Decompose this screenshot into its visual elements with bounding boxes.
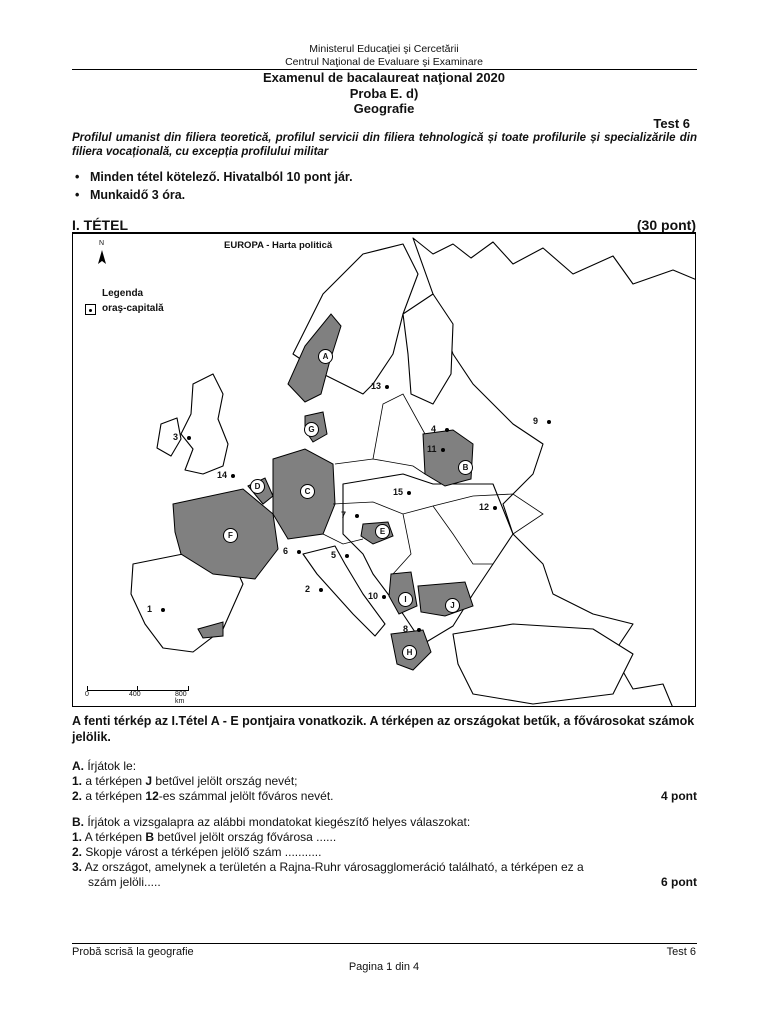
capital-dot-icon (445, 428, 449, 432)
instructions-list (72, 168, 353, 204)
profile-text: Profilul umanist din filiera teoretică, profilul servicii din filiera tehnologică și toate profilurile și specializările din filiera vocațională, cu excepția profilului militar (72, 132, 697, 158)
capital-dot-icon (417, 628, 421, 632)
footer-left: Probă scrisă la geografie (72, 946, 194, 958)
capital-dot-icon (161, 608, 165, 612)
page-number: Pagina 1 din 4 (348, 961, 420, 973)
country-letter-d: D (250, 479, 265, 494)
country-letter-e: E (375, 524, 390, 539)
legend-title: Legenda (102, 288, 144, 299)
part-a (72, 759, 697, 804)
city-number-6: 6 (283, 546, 289, 556)
section-title: I. TÉTEL (72, 217, 128, 233)
country-bulgaria-shape (418, 582, 473, 616)
question-item: 1. A térképen B betűvel jelölt ország fővárosa ...... (72, 830, 337, 844)
city-number-12: 12 (479, 502, 490, 512)
capital-dot-icon (385, 385, 389, 389)
city-number-4: 4 (431, 424, 437, 434)
map-intro: A fenti térkép az I.Tétel A - E pontjaira vonatkozik. A térképen az országokat betűk, a fővárosokat számok jelölik. (72, 714, 695, 744)
country-letter-b: B (458, 460, 473, 475)
country-letter-c: C (300, 484, 315, 499)
footer-divider (72, 943, 697, 944)
map-title: EUROPA - Harta politică (224, 240, 333, 251)
city-number-1: 1 (147, 604, 153, 614)
europe-map (72, 233, 696, 707)
part-b (72, 815, 697, 890)
city-number-14: 14 (217, 470, 228, 480)
ministry-name: Ministerul Educaţiei şi Cercetării (309, 43, 459, 55)
city-number-3: 3 (173, 432, 179, 442)
city-number-2: 2 (305, 584, 311, 594)
scale-label: 800 km (175, 691, 187, 705)
country-letter-f: F (223, 528, 238, 543)
test-number: Test 6 (653, 116, 690, 131)
part-a-label: A. (72, 759, 84, 773)
capital-dot-icon (89, 309, 92, 312)
country-belarus-shape (423, 430, 473, 486)
city-number-9: 9 (533, 416, 539, 426)
capital-dot-icon (345, 554, 349, 558)
part-a-points: 4 pont (661, 789, 697, 803)
question-item: 2. Skopje várost a térképen jelölő szám ........... (72, 845, 322, 859)
north-arrow-icon (98, 250, 106, 264)
city-number-11: 11 (427, 444, 437, 454)
country-letter-g: G (304, 422, 319, 437)
country-letter-j: J (445, 598, 460, 613)
capital-dot-icon (187, 436, 191, 440)
country-letter-i: I (398, 592, 413, 607)
part-b-points: 6 pont (661, 875, 697, 889)
question-continuation: szám jelöli..... 6 pont (88, 875, 697, 889)
exam-subject: Geografie (353, 101, 415, 116)
capital-dot-icon (382, 595, 386, 599)
instruction-item: • Minden tétel kötelező. Hivatalból 10 pont jár. (72, 168, 353, 186)
country-letter-a: A (318, 349, 333, 364)
capital-dot-icon (297, 550, 301, 554)
map-scale (85, 686, 197, 705)
question-item: 1. a térképen J betűvel jelölt ország nevét; (72, 774, 298, 788)
capital-dot-icon (231, 474, 235, 478)
capital-dot-icon (441, 448, 445, 452)
part-a-title: Írjátok le: (87, 759, 137, 773)
instruction-item: • Munkaidő 3 óra. (72, 186, 353, 204)
question-item: 2. a térképen 12-es számmal jelölt főváros nevét. 4 pont (72, 789, 697, 803)
city-number-8: 8 (403, 624, 409, 634)
capital-dot-icon (407, 491, 411, 495)
scale-label: 0 (85, 691, 89, 698)
part-b-label: B. (72, 815, 84, 829)
exam-proba: Proba E. d) (349, 86, 419, 101)
exam-title: Examenul de bacalaureat naţional 2020 (262, 70, 506, 85)
capital-dot-icon (355, 514, 359, 518)
city-number-10: 10 (368, 591, 379, 601)
capital-dot-icon (547, 420, 551, 424)
city-number-5: 5 (331, 550, 337, 560)
capital-dot-icon (493, 506, 497, 510)
question-item: 3. Az országot, amelynek a területén a Rajna-Ruhr városagglomeráció található, a térképen ez a (72, 860, 584, 874)
city-number-15: 15 (393, 487, 404, 497)
country-letter-h: H (402, 645, 417, 660)
section-points: (30 pont) (636, 217, 696, 233)
north-label: N (99, 240, 105, 247)
scale-label: 400 (129, 691, 141, 698)
city-number-7: 7 (341, 510, 347, 520)
footer-right: Test 6 (666, 946, 696, 958)
part-b-title: Írjátok a vizsgalapra az alábbi mondatokat kiegészítő helyes válaszokat: (87, 815, 471, 829)
capital-dot-icon (319, 588, 323, 592)
legend-label: oraş-capitală (102, 303, 164, 314)
center-name: Centrul Naţional de Evaluare şi Examinare (285, 56, 483, 68)
map-graphic (73, 234, 696, 707)
city-number-13: 13 (371, 381, 382, 391)
